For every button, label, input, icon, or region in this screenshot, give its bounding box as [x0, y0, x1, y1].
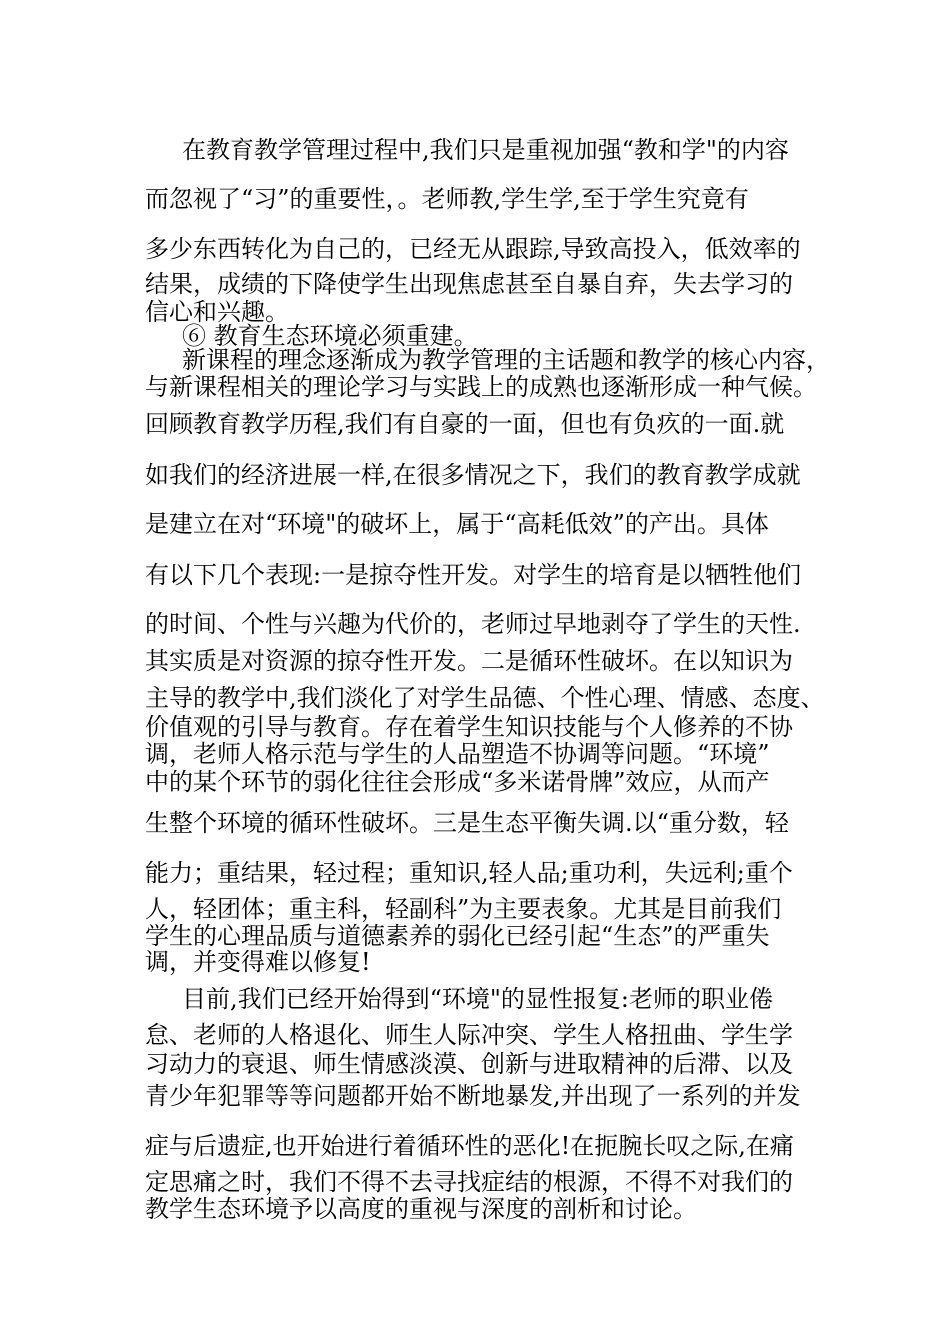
- paragraph-line: 怠、老师的人格退化、师生人际冲突、学生人格扭曲、学生学: [145, 1021, 793, 1049]
- paragraph-line: 调，并变得难以修复!: [145, 948, 371, 976]
- paragraph-line: 教学生态环境予以高度的重视与深度的剖析和讨论。: [145, 1195, 697, 1223]
- paragraph-line: 调，老师人格示范与学生的人品塑造不协调等问题。“环境”: [145, 740, 770, 768]
- paragraph-line: 有以下几个表现:一是掠夺性开发。对学生的培育是以牺牲他们: [145, 561, 802, 589]
- paragraph-line: 主导的教学中,我们淡化了对学生品德、个性心理、情感、态度、: [145, 684, 825, 712]
- paragraph-line: 症与后遗症,也开始进行着循环性的恶化!在扼腕长叹之际,在痛: [145, 1132, 794, 1160]
- paragraph-line: 在教育教学管理过程中,我们只是重视加强“教和学"的内容: [182, 136, 789, 164]
- paragraph-line: 人，轻团体；重主科，轻副科”为主要表象。尤其是目前我们: [145, 895, 782, 923]
- paragraph-line: 目前,我们已经开始得到“环境"的显性报复:老师的职业倦: [182, 985, 774, 1013]
- paragraph-line: 而忽视了“习”的重要性，。老师教,学生学,至于学生究竟有: [145, 185, 749, 213]
- paragraph-line: 习动力的衰退、师生情感淡漠、创新与进取精神的后滞、以及: [145, 1050, 793, 1078]
- paragraph-line: 其实质是对资源的掠夺性开发。二是循环性破坏。在以知识为: [145, 647, 793, 675]
- paragraph-line: 生整个环境的循环性破坏。三是生态平衡失调.以“重分数，轻: [145, 809, 789, 837]
- paragraph-line: 新课程的理念逐渐成为教学管理的主话题和教学的核心内容，: [182, 346, 830, 374]
- paragraph-line: 价值观的引导与教育。存在着学生知识技能与个人修养的不协: [145, 713, 793, 741]
- paragraph-line: 结果，成绩的下降使学生出现焦虑甚至自暴自弃，失去学习的: [145, 270, 793, 298]
- paragraph-line: 与新课程相关的理论学习与实践上的成熟也逐渐形成一种气候。: [145, 373, 817, 401]
- paragraph-line: 回顾教育教学历程,我们有自豪的一面，但也有负疚的一面.就: [145, 410, 785, 438]
- paragraph-line: 信心和兴趣。: [145, 298, 289, 326]
- paragraph-line: 定思痛之时，我们不得不去寻找症结的根源，不得不对我们的: [145, 1168, 793, 1196]
- paragraph-line: 学生的心理品质与道德素养的弱化已经引起“生态”的严重失: [145, 922, 770, 950]
- paragraph-line: 中的某个环节的弱化往往会形成“多米诺骨牌”效应，从而产: [145, 768, 770, 796]
- paragraph-line: 如我们的经济进展一样,在很多情况之下，我们的教育教学成就: [145, 461, 801, 489]
- paragraph-line: 能力；重结果，轻过程；重知识,轻人品;重功利，失远利;重个: [145, 859, 793, 887]
- section-heading: ⑥ 教育生态环境必须重建。: [182, 322, 478, 350]
- paragraph-line: 青少年犯罪等等问题都开始不断地暴发,并出现了一系列的并发: [145, 1082, 801, 1110]
- paragraph-line: 多少东西转化为自己的，已经无从跟踪,导致高投入，低效率的: [145, 235, 801, 263]
- paragraph-line: 的时间、个性与兴趣为代价的，老师过早地剥夺了学生的天性.: [145, 610, 801, 638]
- paragraph-line: 是建立在对“环境"的破坏上，属于“高耗低效”的产出。具体: [145, 510, 769, 538]
